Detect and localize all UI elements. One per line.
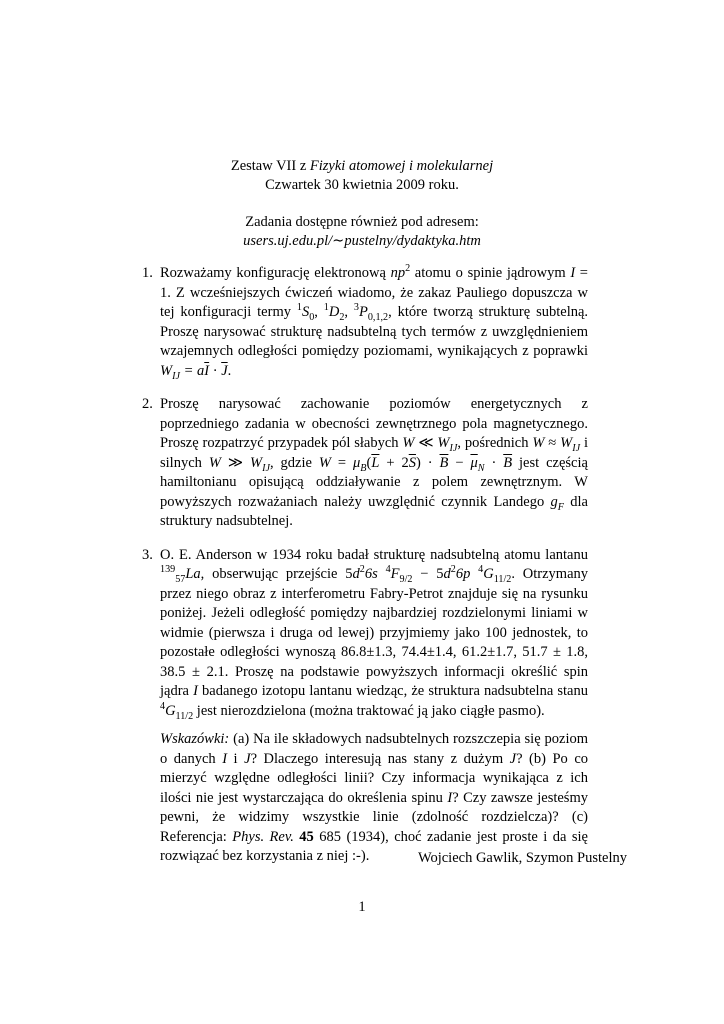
problem-number: 2.: [142, 396, 153, 412]
problem-list: [142, 264, 588, 867]
header: [0, 157, 724, 251]
problem-text: Rozważamy konfigurację elektronową $np^2$ atomu o spinie jądrowym I = 1. Z wcześniejszych ćwiczeń wiadomo, że zakaz Pauliego dopuszcza w tej konfiguracji termy $^1S_0$, $^1D_2$, $^3P_{0,1,2}$, które tworzą strukturę subtelną. Proszę narysować strukturę nadsubtelną tych termów z uwzględnieniem wzajemnych odległości pomiędzy poziomami, wynikających z poprawki $W_{IJ} = a\overline{I} \cdot \overline{J}$.: [160, 263, 589, 382]
problem-2: [142, 395, 588, 532]
journal-name: Phys. Rev.: [232, 828, 294, 845]
hint-label: Wskazówki:: [160, 731, 230, 747]
problem-3: [142, 546, 588, 867]
header-available-line: Zadania dostępne również pod adresem:: [245, 214, 479, 230]
problem-text: O. E. Anderson w 1934 roku badał strukturę nadsubtelną atomu lantanu $^{139}_{57}$La, obserwując przejście $5d^26s$ $^4F_{9/2} - 5d^26p$ $^4G_{11/2}$. Otrzymany przez niego obraz z interferometru Fabry-Petrot znajduje się na rysunku poniżej. Jeżeli odległość pomiędzy najbardziej rozdzielonymi liniami w widmie (pierwsza i druga od lewej) przyjmiemy jako 100 jednostek, to pozostałe odległości wynoszą 86.8±1.3, 74.4±1.4, 61.2±1.7, 51.7 ± 1.8, 38.5 ± 2.1. Proszę na podstawie powyższych informacji określić spin jądra I badanego izotopu lantanu wiedząc, że struktura nadsubtelna stanu $^4G_{11/2}$ jest nierozdzielona (można traktować ją jako ciągłe pasmo). Wskazówki: (a) Na ile składowych nadsubtelnych rozszczepia się poziom o danych I i J? Dlaczego interesują nas stany z dużym J? (b) Po co mierzyć względne odległości linii? Czy informacja wynikająca z ich ilości nie jest wystarczająca do określenia spinu I? Czy zawsze jesteśmy pewni, że widzimy wszystkie linie (zdolność rozdzielcza)? (c) Referencja: Phys. Rev. 45 685 (1934), choć zadanie jest proste i da się rozwiązać bez korzystania z niej :-).: [160, 546, 588, 867]
header-course-line: Zestaw VII z Fizyki atomowej i molekularnej: [230, 158, 494, 174]
problem-number: 3.: [142, 546, 153, 563]
course-title: Fizyki atomowej i molekularnej: [309, 158, 494, 174]
problem-text: Proszę narysować zachowanie poziomów energetycznych z poprzedniego zadania w obecności zewnętrznego pola magnetycznego. Proszę rozpatrzyć przypadek pól słabych W ≪ $W_{IJ}$, pośrednich $W \approx W_{IJ}$ i silnych W ≫ $W_{IJ}$, gdzie $W = \mu_B(\overline{L} + 2\overline{S}) \cdot \overline{B} - \overline{\mu}_N \cdot \overline{B}$ jest częścią hamiltonianu opisującą oddziaływanie z polem zewnętrznym. W powyższych rozważaniach należy uwzględnić czynnik Landego $g_F$ dla struktury nadsubtelnej.: [160, 396, 589, 529]
page-number: 1: [358, 899, 366, 915]
hints: Wskazówki: (a) Na ile składowych nadsubtelnych rozszczepia się poziom o danych I i J? Dlaczego interesują nas stany z dużym J? (b) Po co mierzyć względne odległości linii? Czy informacja wynikająca z ich ilości nie jest wystarczająca do określenia spinu I? Czy zawsze jesteśmy pewni, że widzimy wszystkie linie (zdolność rozdzielcza)? (c) Referencja: Phys. Rev. 45 685 (1934), choć zadanie jest proste i da się rozwiązać bez korzystania z niej :-).: [160, 731, 589, 864]
header-date-line: Czwartek 30 kwietnia 2009 roku.: [265, 177, 459, 193]
authors: Wojciech Gawlik, Szymon Pustelny: [417, 850, 627, 866]
header-url: users.uj.edu.pl/∼pustelny/dydaktyka.htm: [243, 233, 481, 249]
problem-number: 1.: [142, 265, 153, 281]
problem-1: [142, 264, 588, 381]
